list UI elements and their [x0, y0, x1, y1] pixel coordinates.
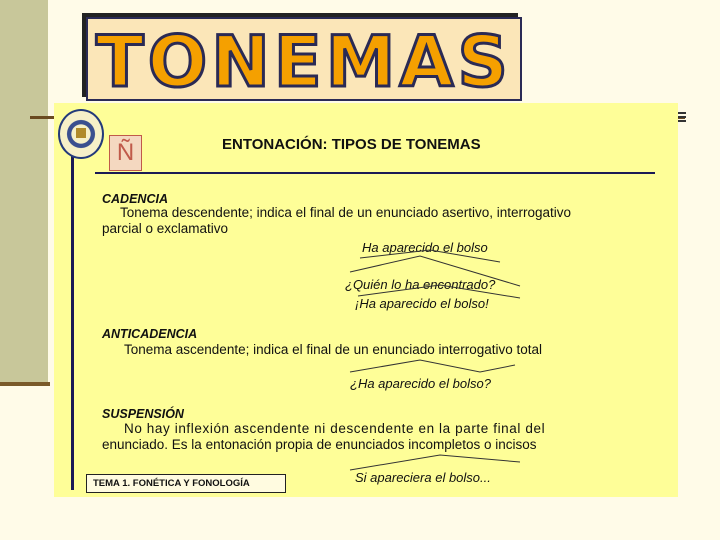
contour-cadencia-3 [358, 285, 520, 298]
suspension-desc-1: No hay inflexión ascendente ni descendente en la parte final del [124, 421, 546, 436]
slide-title: ENTONACIÓN: TIPOS DE TONEMAS [222, 136, 481, 153]
banner-title: TONEMAS [96, 21, 512, 101]
contour-cadencia-1 [360, 250, 500, 262]
cadencia-example-3: ¡Ha aparecido el bolso! [355, 296, 489, 311]
cadencia-example-1: Ha aparecido el bolso [362, 240, 488, 255]
anticadencia-heading: ANTICADENCIA [102, 327, 198, 341]
contour-anticadencia [350, 360, 515, 372]
suspension-example: Si apareciera el bolso... [355, 470, 491, 485]
enye-logo-icon: Ñ [109, 135, 142, 171]
cadencia-desc-1: Tonema descendente; indica el final de un enunciado asertivo, interrogativo [120, 205, 572, 220]
anticadencia-desc: Tonema ascendente; indica el final de un enunciado interrogativo total [124, 342, 543, 357]
suspension-desc-2: enunciado. Es la entonación propia de enunciados incompletos o incisos [102, 437, 537, 452]
cadencia-desc-2: parcial o exclamativo [102, 221, 229, 236]
footer-label: TEMA 1. FONÉTICA Y FONOLOGÍA [86, 474, 286, 493]
contour-cadencia-2 [350, 256, 520, 286]
suspension-heading: SUSPENSIÓN [102, 407, 184, 421]
anticadencia-example: ¿Ha aparecido el bolso? [350, 376, 491, 391]
cadencia-example-2: ¿Quién lo ha encontrado? [345, 277, 496, 292]
contour-suspension [350, 455, 520, 470]
cadencia-heading: CADENCIA [102, 192, 168, 206]
